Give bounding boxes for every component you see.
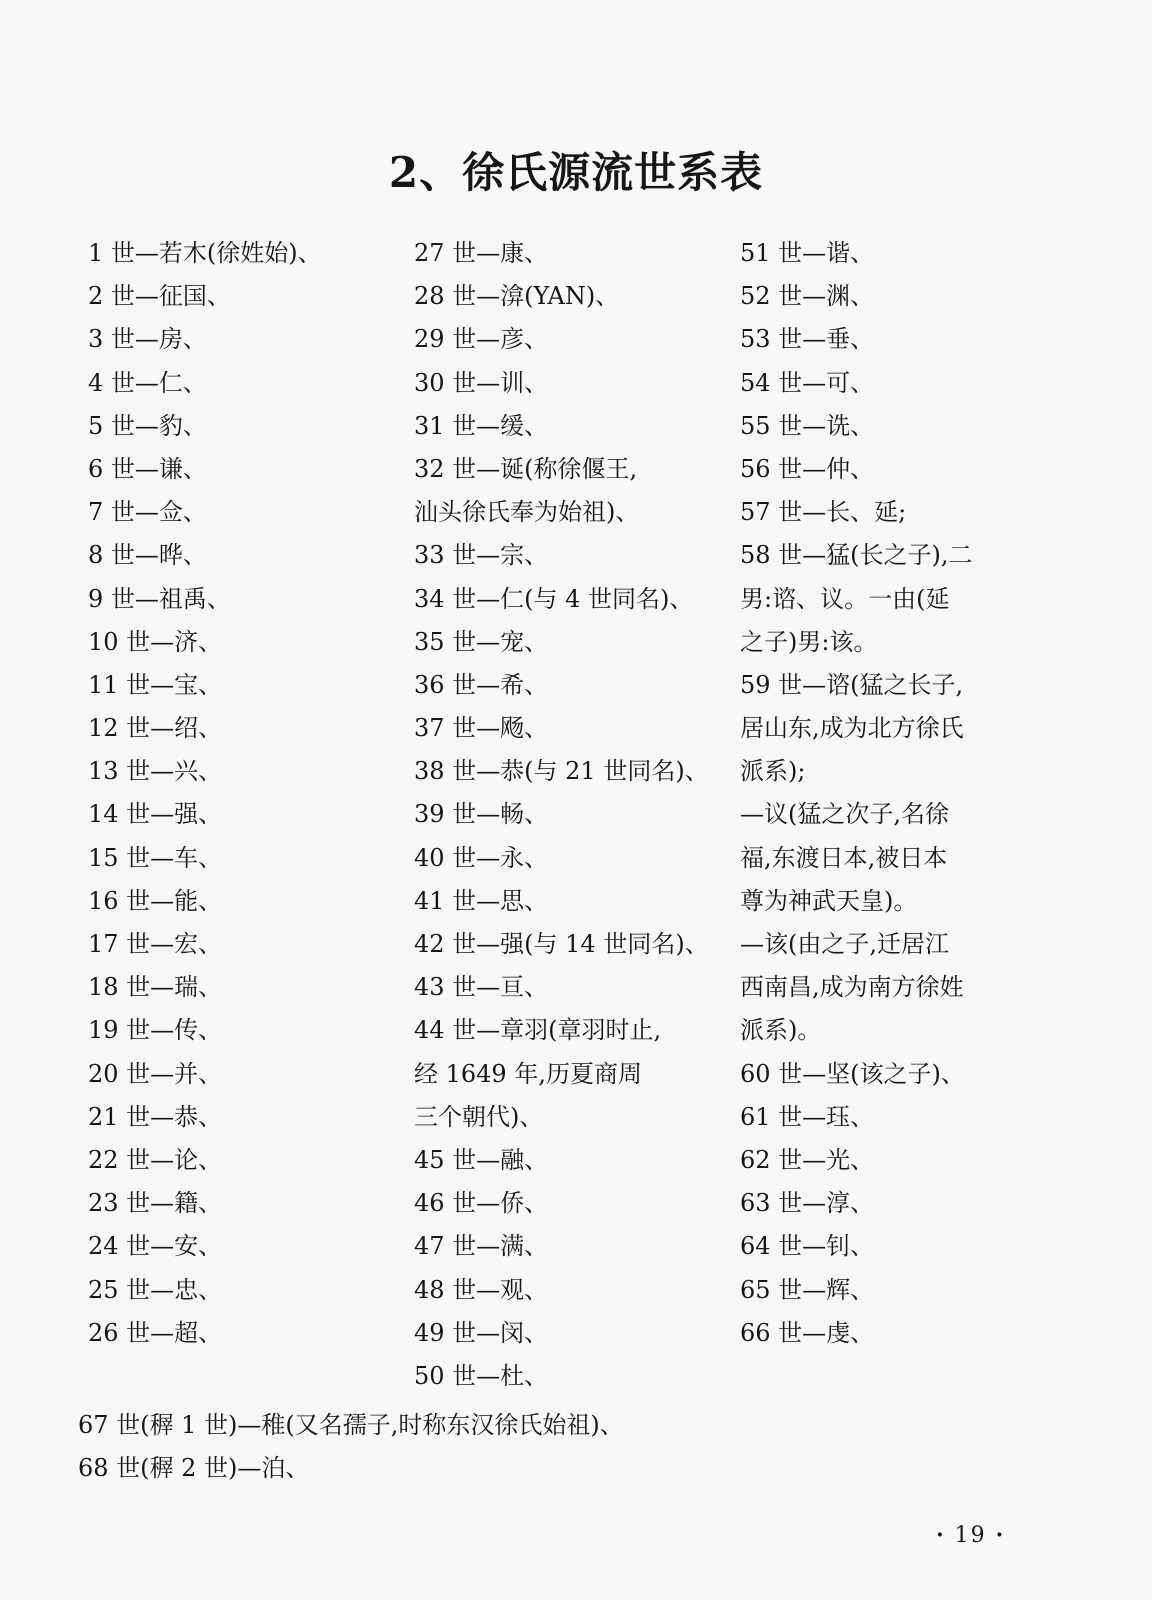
lineage-entry: 58 世—猛(长之子),二 [740,541,973,570]
lineage-entry: 15 世—车、 [88,843,223,872]
lineage-entry: —该(由之子,迁居江 [740,930,949,958]
lineage-entry: 18 世—瑞、 [88,973,223,1002]
lineage-entry: 62 世—光、 [740,1145,875,1174]
lineage-entry: 经 1649 年,历夏商周 [414,1059,642,1088]
lineage-entry: 34 世—仁(与 4 世同名)、 [414,584,694,613]
page-number-block [936,1522,1005,1548]
lineage-entry: 60 世—坚(该之子)、 [740,1059,965,1088]
lineage-entry: 61 世—珏、 [740,1102,875,1131]
lineage-entry: 48 世—观、 [414,1275,549,1304]
lineage-entry: 20 世—并、 [88,1059,223,1088]
lineage-entry: 56 世—仲、 [740,454,875,483]
lineage-entry: 三个朝代)、 [414,1102,544,1131]
column-3 [740,232,973,1355]
lineage-entry: 16 世—能、 [88,886,223,915]
lineage-entry: 23 世—籍、 [88,1189,223,1218]
lineage-entry: 12 世—绍、 [88,714,223,743]
lineage-entry: 35 世—宠、 [414,627,549,656]
lineage-entry: 32 世—诞(称徐偃王, [414,454,638,483]
lineage-entry: 29 世—彦、 [414,325,549,354]
lineage-entry: 19 世—传、 [88,1016,223,1045]
lineage-entry: 65 世—辉、 [740,1275,875,1304]
lineage-entry: 28 世—渰(YAN)、 [414,282,620,311]
lineage-entry: 51 世—谐、 [740,239,875,267]
lineage-entry: 54 世—可、 [740,368,875,397]
page-number: 19 [954,1523,987,1548]
lineage-entry: 7 世—佥、 [88,498,207,527]
lineage-entry: 63 世—淳、 [740,1189,875,1218]
lineage-entry: 46 世—侨、 [414,1189,549,1218]
lineage-entry: 10 世—济、 [88,627,223,656]
lineage-entry: 3 世—房、 [88,325,207,354]
footer-lines [78,1404,624,1490]
lineage-entry: 27 世—康、 [414,239,549,267]
lineage-entry: 居山东,成为北方徐氏 [740,714,964,743]
lineage-entry: 福,东渡日本,被日本 [740,843,948,872]
page-title: 2、徐氏源流世系表 [388,148,764,197]
lineage-entry: 西南昌,成为南方徐姓 [740,973,964,1002]
lineage-entry: 53 世—垂、 [740,325,875,354]
lineage-entry: 8 世—晔、 [88,541,207,570]
column-1 [88,232,322,1355]
lineage-entry: 41 世—思、 [414,886,549,915]
lineage-entry: 33 世—宗、 [414,541,549,570]
lineage-entry: 68 世(稺 2 世)—泊、 [78,1454,310,1483]
lineage-entry: 52 世—渊、 [740,282,875,311]
lineage-entry: 55 世—诜、 [740,411,875,440]
lineage-entry: 6 世—谦、 [88,454,207,483]
lineage-entry: 59 世—谘(猛之长子, [740,670,964,699]
lineage-entry: 49 世—闵、 [414,1318,549,1347]
lineage-entry: 22 世—论、 [88,1145,223,1174]
lineage-entry: 13 世—兴、 [88,757,223,786]
lineage-entry: 47 世—满、 [414,1232,549,1261]
lineage-entry: 2 世—征国、 [88,282,231,311]
lineage-entry: 43 世—亘、 [414,973,549,1002]
lineage-entry: 9 世—祖禹、 [88,584,231,613]
lineage-entry: 37 世—飏、 [414,714,549,743]
lineage-entry: 44 世—章羽(章羽时止, [414,1016,662,1045]
lineage-entry: 50 世—杜、 [414,1361,549,1390]
lineage-entry: 42 世—强(与 14 世同名)、 [414,930,709,958]
page-dot-left: · [936,1522,946,1548]
column-2 [414,232,709,1398]
lineage-entry: 31 世—缓、 [414,411,549,440]
lineage-entry: 尊为神武天皇)。 [740,886,918,915]
lineage-entry: 64 世—钊、 [740,1232,875,1261]
lineage-entry: 40 世—永、 [414,843,549,872]
lineage-entry: 5 世—豹、 [88,411,207,440]
lineage-entry: 派系); [740,757,806,786]
lineage-entry: 25 世—忠、 [88,1275,223,1304]
lineage-entry: —议(猛之次子,名徐 [740,800,949,829]
lineage-entry: 45 世—融、 [414,1145,549,1174]
lineage-entry: 4 世—仁、 [88,368,207,397]
lineage-entry: 30 世—训、 [414,368,549,397]
lineage-entry: 之子)男:该。 [740,627,878,656]
lineage-entry: 17 世—宏、 [88,930,223,958]
page-dot-right: · [995,1522,1006,1548]
lineage-entry: 67 世(稺 1 世)—稚(又名孺子,时称东汉徐氏始祖)、 [78,1411,624,1439]
lineage-entry: 汕头徐氏奉为始祖)、 [414,498,640,527]
lineage-entry: 36 世—希、 [414,670,549,699]
lineage-entry: 39 世—畅、 [414,800,549,829]
lineage-entry: 38 世—恭(与 21 世同名)、 [414,757,709,786]
lineage-entry: 66 世—虔、 [740,1318,875,1347]
lineage-entry: 11 世—宝、 [88,670,223,699]
lineage-entry: 57 世—长、延; [740,498,907,527]
lineage-entry: 14 世—强、 [88,800,223,829]
lineage-entry: 26 世—超、 [88,1318,223,1347]
lineage-entry: 24 世—安、 [88,1232,223,1261]
lineage-entry: 1 世—若木(徐姓始)、 [88,239,322,267]
lineage-entry: 派系)。 [740,1016,822,1045]
lineage-entry: 21 世—恭、 [88,1102,223,1131]
lineage-entry: 男:谘、议。一由(延 [740,584,950,613]
